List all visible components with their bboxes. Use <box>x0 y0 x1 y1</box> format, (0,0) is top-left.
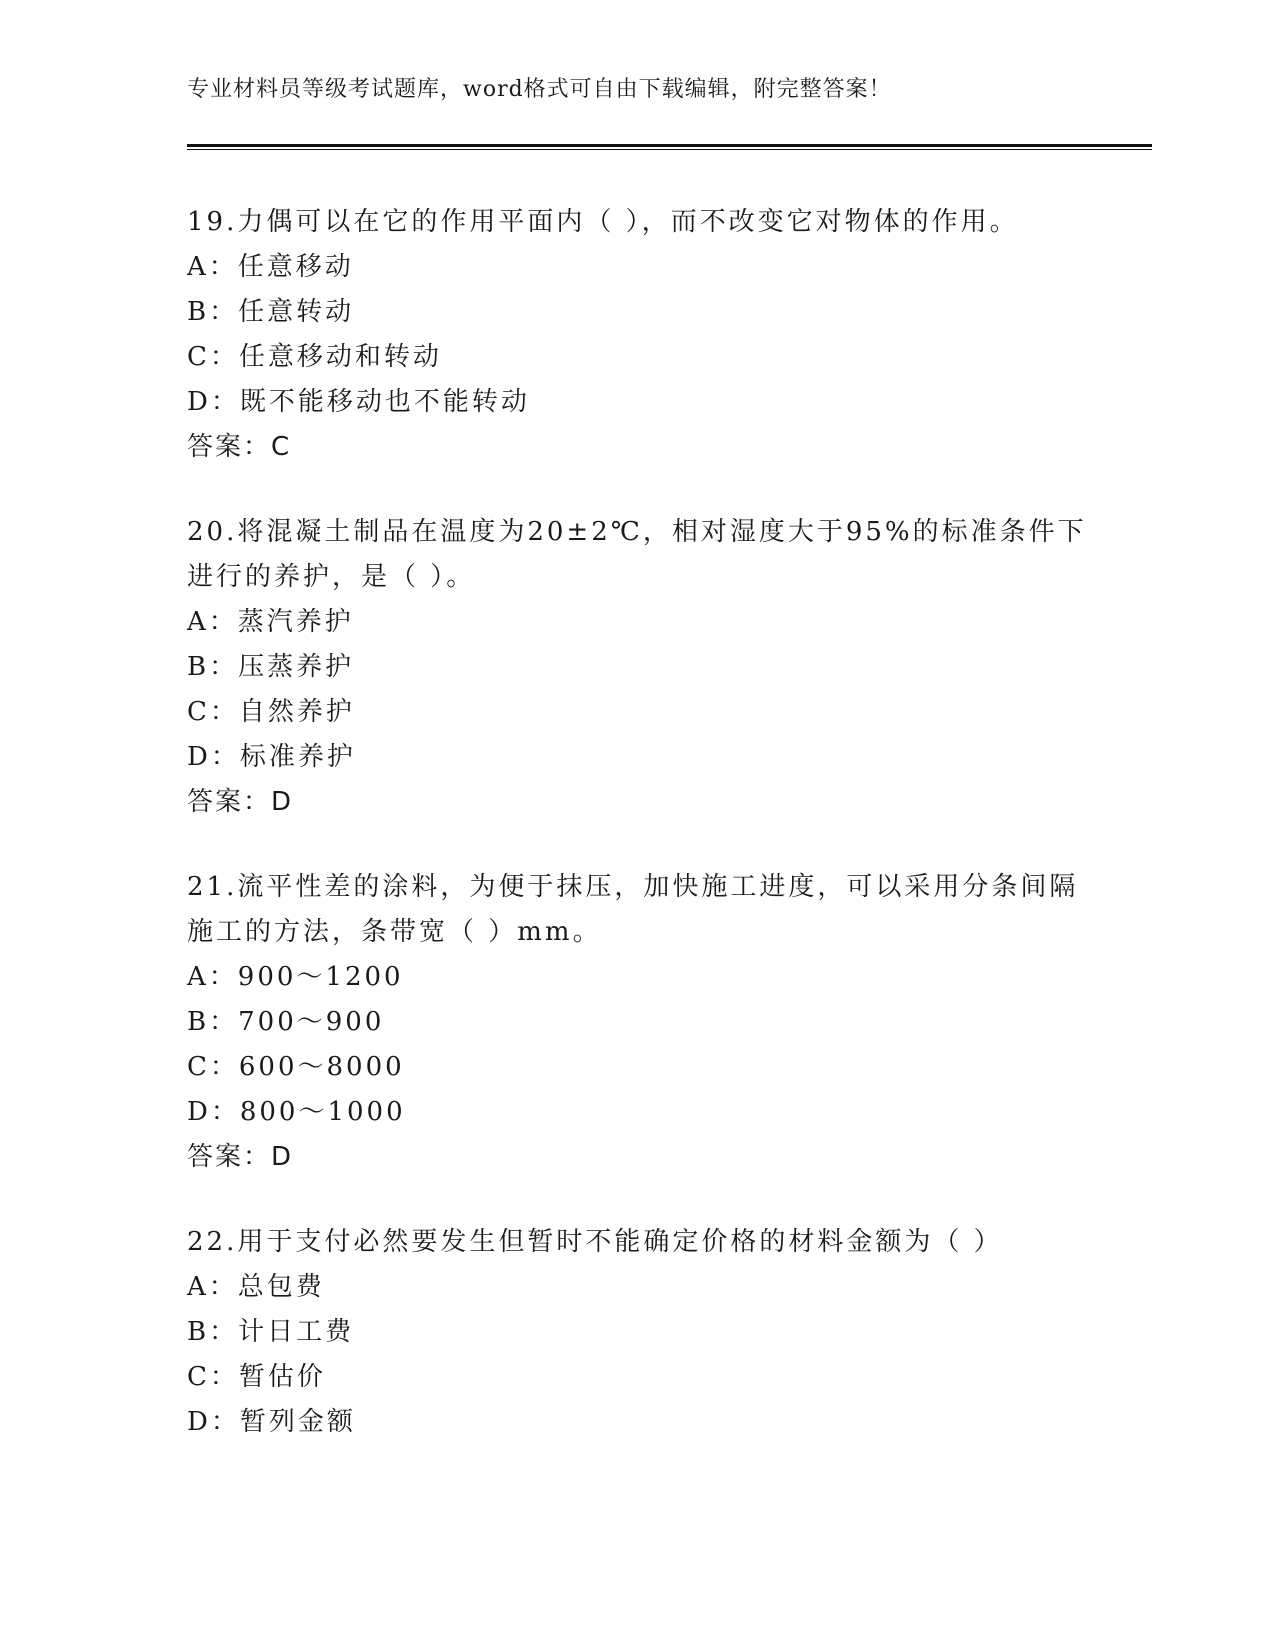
option-a: A：任意移动 <box>187 252 354 282</box>
question-21 <box>187 865 1087 1180</box>
question-19 <box>187 200 1087 470</box>
option-b: B：压蒸养护 <box>187 652 355 682</box>
answer: 答案：D <box>187 1142 294 1172</box>
question-stem: 20.将混凝土制品在温度为20±2℃，相对湿度大于95%的标准条件下进行的养护，是（ ）。 <box>187 517 1087 592</box>
question-stem: 22.用于支付必然要发生但暂时不能确定价格的材料金额为（ ） <box>187 1227 1003 1257</box>
option-c: C：600～8000 <box>187 1052 405 1082</box>
answer: 答案：D <box>187 787 294 817</box>
header-rule-thick <box>187 144 1152 147</box>
option-a: A：900～1200 <box>187 962 404 992</box>
header-rule-thin <box>187 149 1152 150</box>
question-stem: 21.流平性差的涂料，为便于抹压，加快施工进度，可以采用分条间隔施工的方法，条带宽（ ）mm。 <box>187 872 1079 947</box>
page-header: 专业材料员等级考试题库，word格式可自由下载编辑，附完整答案！ <box>187 77 892 102</box>
option-d: D：标准养护 <box>187 742 356 772</box>
option-c: C：任意移动和转动 <box>187 342 442 372</box>
option-a: A：蒸汽养护 <box>187 607 354 637</box>
option-b: B：700～900 <box>187 1007 385 1037</box>
option-d: D：既不能移动也不能转动 <box>187 387 530 417</box>
option-c: C：暂估价 <box>187 1362 326 1392</box>
option-d: D：暂列金额 <box>187 1407 356 1437</box>
question-22 <box>187 1220 1087 1445</box>
answer: 答案：C <box>187 432 292 462</box>
option-b: B：任意转动 <box>187 297 355 327</box>
option-b: B：计日工费 <box>187 1317 355 1347</box>
question-20 <box>187 510 1087 825</box>
question-list <box>187 200 1087 1485</box>
option-a: A：总包费 <box>187 1272 325 1302</box>
option-d: D：800～1000 <box>187 1097 406 1127</box>
question-stem: 19.力偶可以在它的作用平面内（ ），而不改变它对物体的作用。 <box>187 207 1019 237</box>
option-c: C：自然养护 <box>187 697 355 727</box>
